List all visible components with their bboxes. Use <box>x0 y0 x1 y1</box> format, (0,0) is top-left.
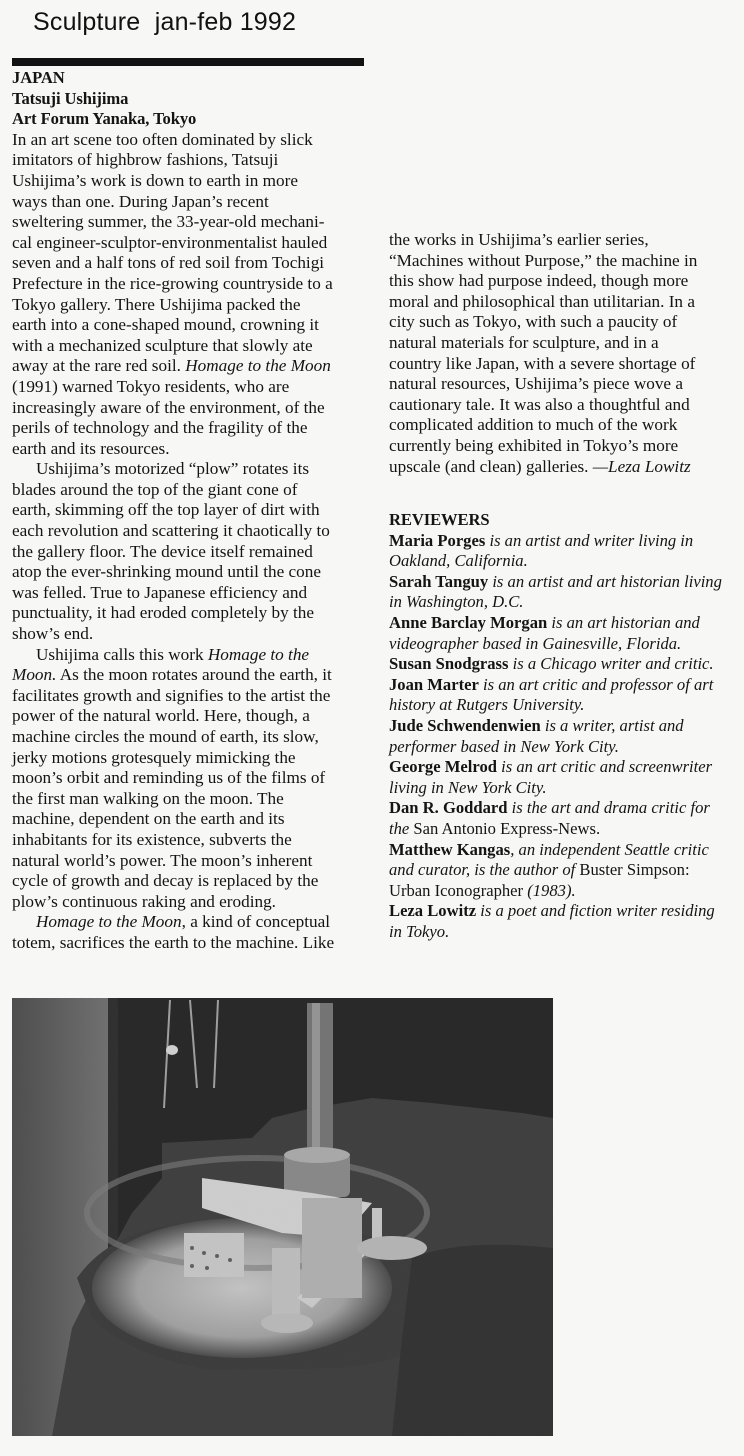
body-text-line: this show had purpose indeed, though more <box>389 271 689 291</box>
body-text-line: “Machines without Purpose,” the machine in <box>389 250 698 270</box>
reviewers-heading: REVIEWERS <box>389 510 490 529</box>
body-text-line: Tokyo gallery. There Ushijima packed the <box>12 294 301 314</box>
body-text-line: the first man walking on the moon. The <box>12 788 284 808</box>
publication-title: Urban Iconographer <box>389 880 528 900</box>
reviewer-description: history at Rutgers University. <box>389 695 585 715</box>
italic-title: Homage to the <box>207 644 310 664</box>
reviewer-name: Joan Marter <box>389 674 479 694</box>
italic-title: Moon. <box>12 665 57 685</box>
body-text-line: seven and a half tons of red soil from Tochigi <box>12 253 325 273</box>
page-title: Sculpture jan-feb 1992 <box>33 8 297 36</box>
reviewer-description: in Washington, D.C. <box>389 592 524 612</box>
reviewer-description: is an art critic and screenwriter <box>496 757 713 777</box>
body-text-line: (1991) warned Tokyo residents, who are <box>12 376 290 396</box>
reviewer-line <box>389 613 744 634</box>
body-text-line: cautionary tale. It was also a thoughtful and <box>389 394 690 414</box>
reviewer-line <box>389 840 744 861</box>
review-country: JAPAN <box>12 68 65 87</box>
reviewer-line <box>389 778 744 799</box>
italic-title: Homage to the Moon <box>185 356 331 376</box>
body-text-line: was felled. True to Japanese efficiency and <box>12 582 308 602</box>
reviewer-line <box>389 716 744 737</box>
reviewer-description: the <box>389 818 410 838</box>
reviewer-description: (1983). <box>527 880 576 900</box>
reviewer-description: in Tokyo. <box>389 921 450 941</box>
reviewer-description: is an art historian and <box>547 612 700 632</box>
body-text-line: Ushijima’s work is down to earth in more <box>12 170 298 190</box>
reviewer-name: Sarah Tanguy <box>389 571 489 591</box>
body-text-line: In an art scene too often dominated by slick <box>12 129 313 149</box>
publication-title: San Antonio Express-News. <box>409 818 601 838</box>
body-text-line: sweltering summer, the 33-year-old mechani- <box>12 212 325 232</box>
reviewer-description: is a poet and fiction writer residing <box>476 901 715 921</box>
body-text-line <box>12 912 372 933</box>
body-text-line: Prefecture in the rice-growing countryside to a <box>12 273 333 293</box>
reviewer-name: Leza Lowitz <box>389 901 477 921</box>
reviewer-line <box>389 551 744 572</box>
body-text-line <box>12 645 372 666</box>
body-text-line: each revolution and scattering it chaotically to <box>12 521 330 541</box>
text-segment: away at the rare red soil. <box>12 356 186 376</box>
reviewer-description: is an art critic and professor of art <box>478 674 714 694</box>
reviewer-name: George Melrod <box>389 757 497 777</box>
sculpture-photo-image <box>12 998 553 1436</box>
body-text-line: the gallery floor. The device itself remained <box>12 541 313 561</box>
body-text-line: imitators of highbrow fashions, Tatsuji <box>12 150 279 170</box>
reviewer-name: Jude Schwendenwien <box>389 715 541 735</box>
reviewer-line <box>389 592 744 613</box>
body-text-line: country like Japan, with a severe shortage of <box>389 353 696 373</box>
body-text-line: earth, skimming off the top layer of dirt with <box>12 500 320 520</box>
reviewer-description: is an artist and art historian living <box>488 571 722 591</box>
italic-title: —Leza Lowitz <box>592 456 691 476</box>
reviewer-description: living in New York City. <box>389 777 547 797</box>
review-venue: Art Forum Yanaka, Tokyo <box>12 109 197 129</box>
reviewer-description: is the art and drama critic for <box>507 798 710 818</box>
body-text-line: machine, dependent on the earth and its <box>12 809 285 829</box>
reviewer-line <box>389 572 744 593</box>
reviewer-line <box>389 737 744 758</box>
reviewer-name: Dan R. Goddard <box>389 798 508 818</box>
body-text-line: punctuality, it had eroded completely by the <box>12 603 314 623</box>
body-text-line: power of the natural world. Here, though, a <box>12 706 310 726</box>
reviewer-description: is a Chicago writer and critic. <box>508 654 714 674</box>
section-divider <box>12 58 364 66</box>
reviewer-line <box>389 881 744 902</box>
reviewer-description: and curator, is the author of <box>389 860 576 880</box>
reviewer-line <box>389 798 744 819</box>
reviewer-description: videographer based in Gainesville, Florida. <box>389 633 682 653</box>
body-text-line: currently being exhibited in Tokyo’s more <box>389 435 679 455</box>
body-text-line: moral and philosophical than utilitarian. In a <box>389 291 695 311</box>
reviewer-description: performer based in New York City. <box>389 736 619 756</box>
reviewer-line <box>389 922 744 943</box>
body-text-line: natural materials for sculpture, and in a <box>389 332 659 352</box>
body-text-line: cycle of growth and decay is replaced by the <box>12 871 319 891</box>
reviewer-line <box>389 531 744 552</box>
reviewers-list <box>389 531 744 943</box>
italic-title: Homage to the Moon <box>36 912 182 932</box>
body-text-line: natural resources, Ushijima’s piece wove a <box>389 374 683 394</box>
body-text-line: perils of technology and the fragility of the <box>12 418 308 438</box>
body-text-line: jerky motions grotesquely mimicking the <box>12 747 296 767</box>
text-segment: upscale (and clean) galleries. <box>389 456 593 476</box>
body-text-line: earth into a cone-shaped mound, crowning it <box>12 315 319 335</box>
body-text-line: machine circles the mound of earth, its slow, <box>12 727 319 746</box>
reviewer-line <box>389 860 744 881</box>
review-body-part-2 <box>389 230 744 477</box>
reviewer-line <box>389 634 744 655</box>
body-text-line: the works in Ushijima’s earlier series, <box>389 230 649 249</box>
body-text-line: cal engineer-sculptor-environmentalist hauled <box>12 232 328 252</box>
reviewer-line <box>389 675 744 696</box>
body-text-line: plow’s continuous raking and eroding. <box>12 891 276 911</box>
text-segment: Ushijima calls this work <box>36 644 208 664</box>
body-text-line: increasingly aware of the environment, of the <box>12 397 325 417</box>
reviewer-name: Anne Barclay Morgan <box>389 612 548 632</box>
publication-title: Buster Simpson: <box>575 860 690 880</box>
body-text-line: facilitates growth and signifies to the artist the <box>12 685 331 705</box>
body-text-line <box>12 665 372 686</box>
body-text-line: complicated addition to much of the work <box>389 415 678 435</box>
body-text-line: atop the ever-shrinking mound until the cone <box>12 562 321 582</box>
reviewer-name: Maria Porges <box>389 530 486 550</box>
sculpture-photo <box>12 998 553 1436</box>
body-text-line: inhabitants for its existence, subverts the <box>12 829 292 849</box>
body-text-line: with a mechanized sculpture that slowly ate <box>12 335 313 355</box>
reviewer-line <box>389 819 744 840</box>
reviewer-description: , an independent Seattle critic <box>510 839 709 859</box>
reviewer-line <box>389 695 744 716</box>
review-artist: Tatsuji Ushijima <box>12 88 129 108</box>
reviewer-name: Susan Snodgrass <box>389 654 509 674</box>
reviewers-section <box>389 510 744 942</box>
body-text-line <box>12 356 372 377</box>
body-text-line: show’s end. <box>12 624 94 644</box>
body-text-line: earth and its resources. <box>12 438 170 458</box>
text-segment: As the moon rotates around the earth, it <box>56 665 332 685</box>
body-text-line: moon’s orbit and reminding us of the films of <box>12 768 326 788</box>
reviewer-description: Oakland, California. <box>389 551 528 571</box>
review-body-part-1 <box>12 130 372 954</box>
reviewer-name: Matthew Kangas <box>389 839 511 859</box>
reviewer-description: is an artist and writer living in <box>485 530 694 550</box>
text-segment: , a kind of conceptual <box>181 912 331 932</box>
body-text-line: city such as Tokyo, with such a paucity of <box>389 312 678 332</box>
body-text-line: blades around the top of the giant cone of <box>12 479 298 499</box>
review-column-2 <box>389 230 744 477</box>
reviewer-line <box>389 901 744 922</box>
reviewer-description: is a writer, artist and <box>540 715 684 735</box>
body-text-line: natural world’s power. The moon’s inherent <box>12 850 313 870</box>
body-text-line: ways than one. During Japan’s recent <box>12 191 269 211</box>
body-text-line: totem, sacrifices the earth to the machine. Like <box>12 932 335 952</box>
review-column-1 <box>12 68 372 954</box>
body-text-line: Ushijima’s motorized “plow” rotates its <box>36 459 310 479</box>
reviewer-line <box>389 654 744 675</box>
body-text-line <box>389 457 744 478</box>
reviewer-line <box>389 757 744 778</box>
